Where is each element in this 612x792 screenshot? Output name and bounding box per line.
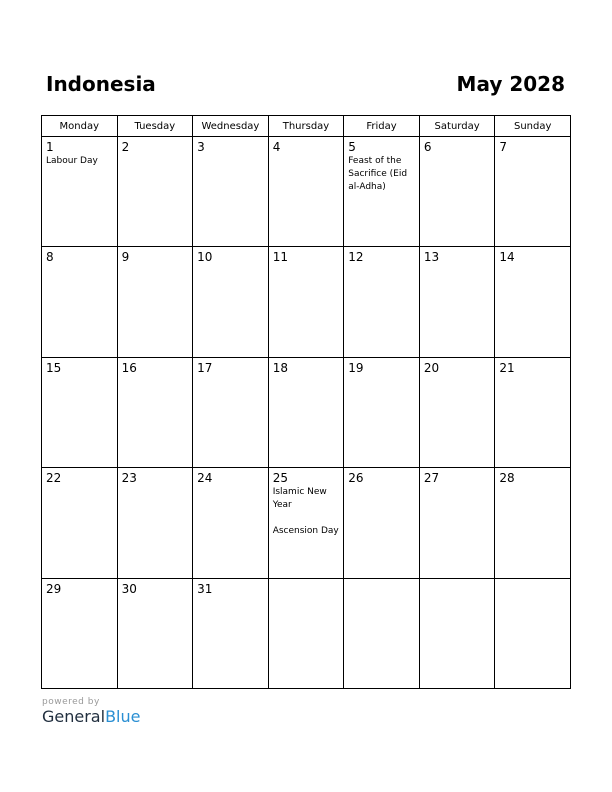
day-number: 26 xyxy=(348,471,364,486)
day-cell[interactable] xyxy=(117,247,193,357)
day-number: 12 xyxy=(348,250,364,265)
day-number: 15 xyxy=(46,360,62,375)
day-cell[interactable] xyxy=(419,357,495,467)
day-number: 25 xyxy=(272,471,288,486)
day-number: 9 xyxy=(121,250,130,265)
day-cell[interactable] xyxy=(344,137,420,247)
day-cell[interactable] xyxy=(344,468,420,578)
day-number: 21 xyxy=(499,360,515,375)
week-row xyxy=(42,468,571,578)
empty-day-cell xyxy=(268,578,344,688)
weekday-sunday: Sunday xyxy=(495,116,571,137)
empty-day-cell xyxy=(495,578,571,688)
generalblue-logo[interactable] xyxy=(42,707,140,726)
day-number: 19 xyxy=(348,360,364,375)
day-cell[interactable] xyxy=(193,578,269,688)
day-number: 31 xyxy=(197,581,213,596)
day-number: 13 xyxy=(423,250,440,265)
week-row xyxy=(42,578,571,688)
day-number: 23 xyxy=(121,471,137,486)
day-number: 4 xyxy=(272,140,281,154)
day-cell[interactable] xyxy=(42,357,118,467)
day-number: 10 xyxy=(197,250,213,265)
holiday-label: Islamic New Year xyxy=(272,487,327,511)
day-cell[interactable] xyxy=(495,137,571,247)
day-number: 30 xyxy=(121,581,137,596)
calendar-grid xyxy=(41,115,571,689)
holiday-label: Ascension Day xyxy=(272,526,339,537)
empty-day-cell xyxy=(344,578,420,688)
day-number: 11 xyxy=(272,250,288,265)
day-cell[interactable] xyxy=(117,357,193,467)
day-number: 16 xyxy=(121,360,137,375)
weekday-wednesday: Wednesday xyxy=(193,116,269,137)
day-cell[interactable] xyxy=(193,137,269,247)
weekday-saturday: Saturday xyxy=(419,116,495,137)
day-cell[interactable] xyxy=(117,468,193,578)
month-year-title: May 2028 xyxy=(456,72,565,96)
day-cell[interactable] xyxy=(193,247,269,357)
weekday-friday: Friday xyxy=(344,116,420,137)
day-cell[interactable] xyxy=(344,247,420,357)
day-cell[interactable] xyxy=(42,468,118,578)
day-cell[interactable] xyxy=(193,357,269,467)
day-number: 22 xyxy=(46,471,62,486)
weekday-monday: Monday xyxy=(42,116,118,137)
weekday-header-row xyxy=(42,116,571,137)
day-number: 29 xyxy=(46,581,62,596)
day-cell[interactable] xyxy=(419,468,495,578)
empty-day-cell xyxy=(419,578,495,688)
week-row xyxy=(42,357,571,467)
day-cell[interactable] xyxy=(268,247,344,357)
day-number: 3 xyxy=(197,140,205,154)
weekday-tuesday: Tuesday xyxy=(117,116,193,137)
day-cell[interactable] xyxy=(42,247,118,357)
day-cell[interactable] xyxy=(193,468,269,578)
day-number: 6 xyxy=(423,140,432,154)
day-cell[interactable] xyxy=(268,137,344,247)
day-number: 7 xyxy=(499,140,508,154)
country-title: Indonesia xyxy=(46,72,156,96)
brand-general-text: General xyxy=(42,707,106,726)
day-number: 5 xyxy=(348,140,356,154)
day-cell[interactable] xyxy=(419,137,495,247)
day-cell[interactable] xyxy=(495,468,571,578)
day-number: 18 xyxy=(272,360,288,375)
day-number: 27 xyxy=(423,471,440,486)
day-number: 28 xyxy=(499,471,515,486)
day-cell[interactable] xyxy=(42,578,118,688)
holiday-label: Labour Day xyxy=(46,156,98,166)
holiday-label: Feast of the Sacrifice (Eid al-Adha) xyxy=(348,156,408,192)
day-cell[interactable] xyxy=(117,137,193,247)
brand-blue-text: Blue xyxy=(105,707,141,726)
week-row xyxy=(42,137,571,247)
day-number: 2 xyxy=(121,140,130,154)
day-number: 20 xyxy=(423,360,440,375)
day-cell[interactable] xyxy=(495,247,571,357)
day-cell[interactable] xyxy=(495,357,571,467)
powered-by-text: powered by xyxy=(42,697,100,707)
day-cell[interactable] xyxy=(344,357,420,467)
day-number: 14 xyxy=(499,250,515,265)
footer-branding xyxy=(42,697,140,726)
day-number: 24 xyxy=(197,471,213,486)
day-number: 8 xyxy=(46,250,54,265)
day-cell[interactable] xyxy=(268,357,344,467)
day-cell[interactable] xyxy=(419,247,495,357)
day-cell[interactable] xyxy=(268,468,344,578)
day-number: 17 xyxy=(197,360,213,375)
day-number: 1 xyxy=(46,140,54,154)
week-row xyxy=(42,247,571,357)
day-cell[interactable] xyxy=(117,578,193,688)
weekday-thursday: Thursday xyxy=(268,116,344,137)
day-cell[interactable] xyxy=(42,137,118,247)
